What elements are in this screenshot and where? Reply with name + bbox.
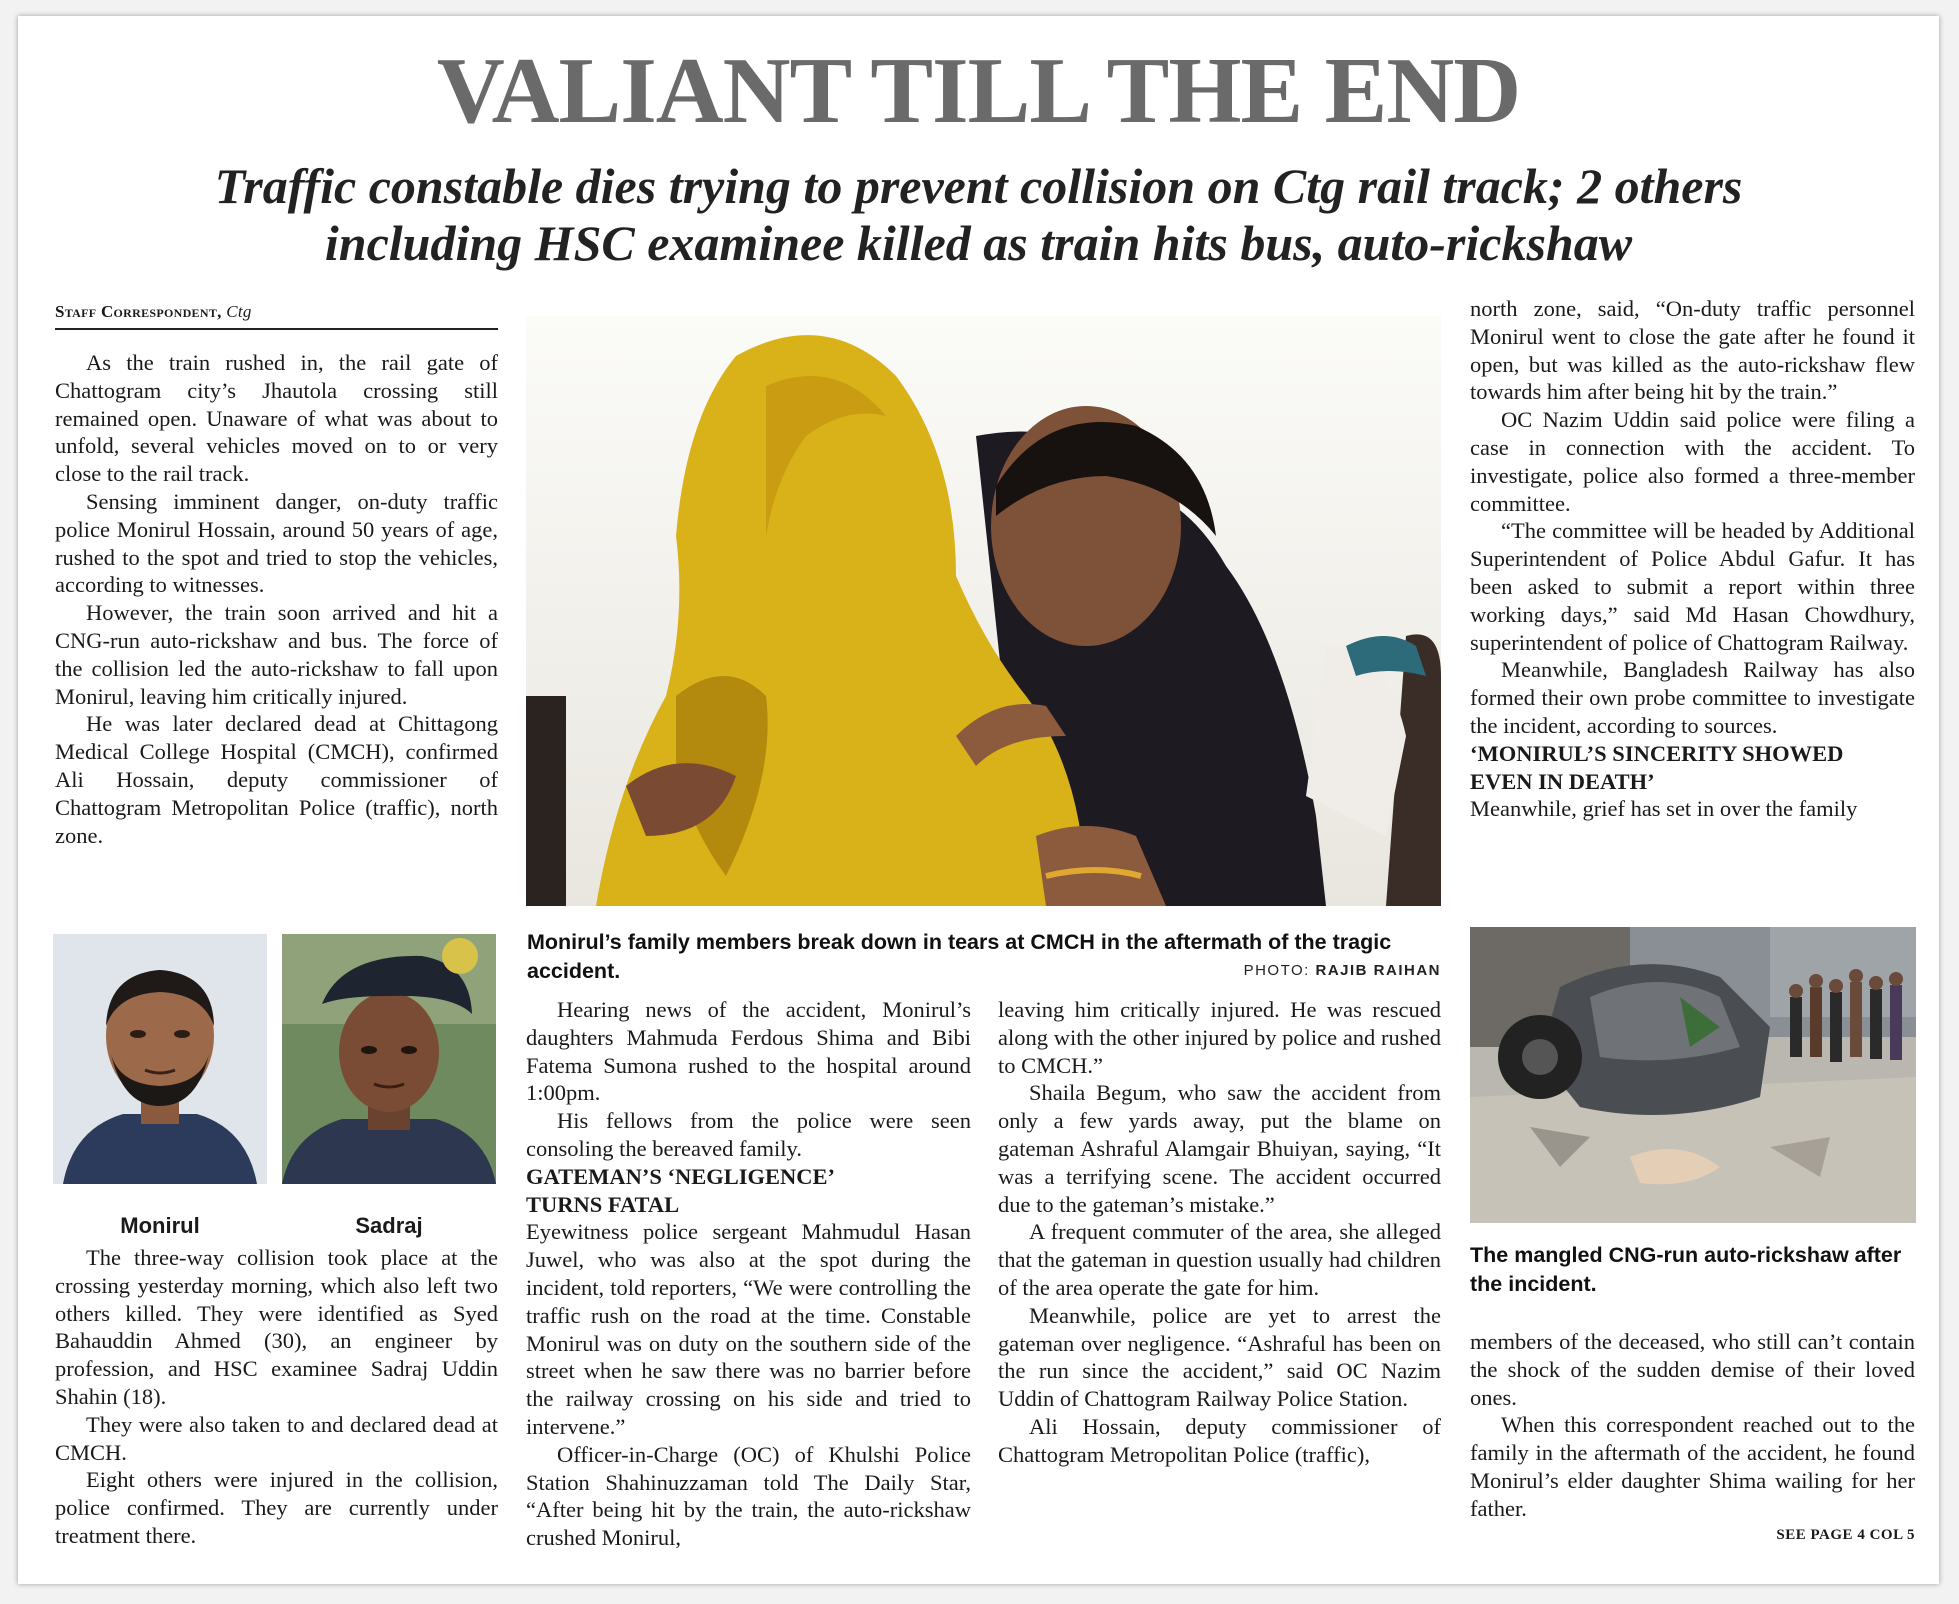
column-1-lower [55, 1244, 498, 1550]
portrait-monirul [53, 934, 267, 1184]
article-paragraph: OC Nazim Uddin said police were filing a case in connection with the accident. To investigate, police also formed a three-member committee. [1470, 407, 1915, 516]
article-paragraph: A frequent commuter of the area, she alleged that the gateman in question usually had children of the area operate the gate for him. [998, 1219, 1441, 1300]
accident-photo-caption: The mangled CNG-run auto-rickshaw after the incident. [1470, 1243, 1902, 1296]
accident-photo-image [1470, 927, 1916, 1223]
portrait-sadraj [282, 934, 496, 1184]
article-paragraph: “The committee will be headed by Additional Superintendent of Police Abdul Gafur. It has been asked to submit a report within three working days,” said Md Hasan Chowdhury, superintendent of police of Chattogram Railway. [1470, 518, 1915, 655]
article-paragraph: The three-way collision took place at the crossing yesterday morning, which also left two others killed. They were identified as Syed Bahauddin Ahmed (30), an engineer by profession, and HSC examinee Sadraj Uddin Shahin (18). [55, 1245, 498, 1409]
main-photo [526, 316, 1441, 906]
article-paragraph: Sensing imminent danger, on-duty traffic police Monirul Hossain, around 50 years of age, rushed to the spot and tried to stop the vehicles, according to witnesses. [55, 488, 498, 598]
column-4-upper [1470, 295, 1915, 823]
portrait-name-monirul: Monirul [120, 1213, 200, 1238]
column-4-lower [1470, 1328, 1915, 1523]
article-paragraph: Hearing news of the accident, Monirul’s daughters Mahmuda Ferdous Shima and Bibi Fatema Sumona rushed to the hospital around 1:00pm. [526, 997, 971, 1106]
main-photo-caption: Monirul’s family members break down in tears at CMCH in the aftermath of the tragic accident. [527, 930, 1392, 983]
photo-credit-label: PHOTO: [1243, 962, 1310, 979]
article-paragraph: Meanwhile, grief has set in over the family [1470, 796, 1858, 822]
article-paragraph: As the train rushed in, the rail gate of Chattogram city’s Jhautola crossing still remained open. Unaware of what was about to unfold, several vehicles moved on to or very close to the rail track. [55, 350, 498, 487]
continuation-note: SEE PAGE 4 COL 5 [1776, 1527, 1915, 1543]
section-subhead-sincerity [1470, 740, 1915, 796]
byline-role: Staff Correspondent, [55, 302, 222, 321]
photo-credit-name: RAJIB RAIHAN [1315, 962, 1441, 979]
byline-place: Ctg [226, 302, 252, 321]
article-paragraph: When this correspondent reached out to the family in the aftermath of the accident, he found Monirul’s elder daughter Shima wailing for her father. [1470, 1412, 1915, 1521]
portrait-sadraj-image [282, 934, 496, 1184]
column-1-upper [55, 349, 498, 849]
section-subhead-line: ‘MONIRUL’S SINCERITY SHOWED [1470, 740, 1844, 766]
byline [55, 302, 498, 330]
article-paragraph: Meanwhile, Bangladesh Railway has also formed their own probe committee to investigate the incident, according to sources. [1470, 657, 1915, 738]
main-photo-image [526, 316, 1441, 906]
section-subhead-line: TURNS FATAL [526, 1191, 680, 1217]
photo-credit [1218, 962, 1441, 979]
article-paragraph: Shaila Begum, who saw the accident from only a few yards away, put the blame on gateman Ashraful Alamgair Bhuiyan, saying, “It was a terrifying scene. The accident occurred due to the gateman’s mistake.” [998, 1080, 1441, 1217]
article-paragraph: His fellows from the police were seen consoling the bereaved family. [526, 1108, 971, 1161]
newspaper-page [18, 16, 1939, 1584]
headline: VALIANT TILL THE END [436, 39, 1521, 143]
article-paragraph: members of the deceased, who still can’t contain the shock of the sudden demise of their loved ones. [1470, 1329, 1915, 1410]
article-paragraph: Officer-in-Charge (OC) of Khulshi Police Station Shahinuzzaman told The Daily Star, “After being hit by the train, the auto-rickshaw crushed Monirul, [526, 1441, 971, 1551]
subheadline-line-1: Traffic constable dies trying to prevent collision on Ctg rail track; 2 others [214, 158, 1743, 214]
accident-photo [1470, 927, 1916, 1223]
portrait-monirul-image [53, 934, 267, 1184]
subheadline [58, 158, 1899, 272]
article-paragraph: north zone, said, “On-duty traffic personnel Monirul went to close the gate after he found it open, but was killed as the auto-rickshaw flew towards him after being hit by the train.” [1470, 296, 1915, 405]
article-paragraph: However, the train soon arrived and hit a CNG-run auto-rickshaw and bus. The force of the collision led the auto-rickshaw to fall upon Monirul, leaving him critically injured. [55, 600, 498, 709]
section-subhead-gateman [526, 1163, 971, 1219]
column-2 [526, 996, 971, 1552]
portrait-name-sadraj: Sadraj [355, 1213, 423, 1238]
article-paragraph: They were also taken to and declared dead at CMCH. [55, 1411, 498, 1465]
article-paragraph: Eyewitness police sergeant Mahmudul Hasan Juwel, who was also at the spot during the incident, told reporters, “We were controlling the traffic rush on the road at the time. Constable Monirul was on duty on the southern side of the street when he saw there was no barrier before the railway crossing on his side and tried to intervene.” [526, 1219, 971, 1439]
subheadline-line-2: including HSC examinee killed as train hits bus, auto-rickshaw [324, 215, 1633, 271]
section-subhead-line: EVEN IN DEATH’ [1470, 768, 1655, 794]
article-paragraph: leaving him critically injured. He was rescued along with the other injured by police and rushed to CMCH.” [998, 997, 1441, 1078]
article-paragraph: He was later declared dead at Chittagong Medical College Hospital (CMCH), confirmed Ali Hossain, deputy commissioner of Chattogram Metropolitan Police (traffic), north zone. [55, 711, 498, 848]
article-paragraph: Eight others were injured in the collision, police confirmed. They are currently under treatment there. [55, 1467, 498, 1548]
article-paragraph: Ali Hossain, deputy commissioner of Chattogram Metropolitan Police (traffic), [998, 1413, 1441, 1467]
article-paragraph: Meanwhile, police are yet to arrest the gateman over negligence. “Ashraful has been on the run since the accident,” said OC Nazim Uddin of Chattogram Railway Police Station. [998, 1302, 1441, 1412]
column-3 [998, 996, 1441, 1469]
section-subhead-line: GATEMAN’S ‘NEGLIGENCE’ [526, 1163, 835, 1189]
